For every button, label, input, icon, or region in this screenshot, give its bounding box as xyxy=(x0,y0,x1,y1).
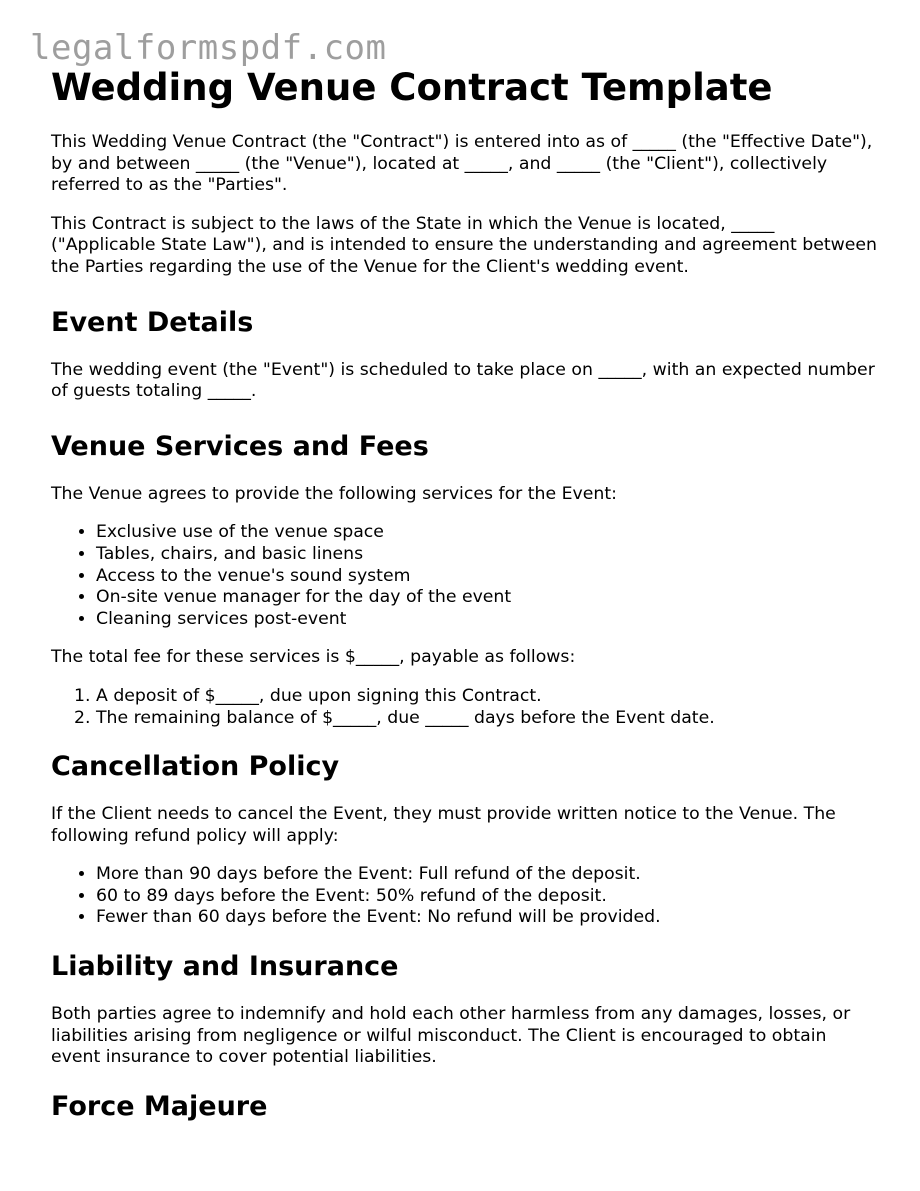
services-heading: Venue Services and Fees xyxy=(51,430,429,462)
list-item: • Fewer than 60 days before the Event: No refund will be provided. xyxy=(96,907,881,929)
list-item: • On-site venue manager for the day of the event xyxy=(96,587,881,609)
list-item: 1. A deposit of $_____, due upon signing this Contract. xyxy=(96,686,881,708)
refund-list xyxy=(51,864,881,929)
liability-heading: Liability and Insurance xyxy=(51,951,399,983)
event-details-text: The wedding event (the "Event") is scheduled to take place on _____, with an expected number of guests totaling _____. xyxy=(51,359,875,402)
list-item: • Tables, chairs, and basic linens xyxy=(96,544,881,566)
list-item: • 60 to 89 days before the Event: 50% refund of the deposit. xyxy=(96,886,881,908)
document-title: Wedding Venue Contract Template xyxy=(51,66,773,109)
force-majeure-heading: Force Majeure xyxy=(51,1090,268,1122)
cancellation-heading: Cancellation Policy xyxy=(51,751,340,783)
payment-list xyxy=(51,686,881,729)
services-list xyxy=(51,522,881,630)
list-item: 2. The remaining balance of $_____, due _____ days before the Event date. xyxy=(96,708,881,730)
intro-paragraph-1: This Wedding Venue Contract (the "Contract") is entered into as of _____ (the "Effective Date"), by and between _____ (the "Venue"), located at _____, and _____ (the "Client"), collectively referred to as the "Parties". xyxy=(51,132,873,196)
list-item: • Cleaning services post-event xyxy=(96,609,881,631)
watermark: legalformspdf.com xyxy=(30,28,387,68)
document xyxy=(51,64,881,1124)
event-details-heading: Event Details xyxy=(51,306,254,338)
list-item: • More than 90 days before the Event: Full refund of the deposit. xyxy=(96,864,881,886)
services-intro: The Venue agrees to provide the following services for the Event: xyxy=(51,483,617,504)
liability-text: Both parties agree to indemnify and hold each other harmless from any damages, losses, or liabilities arising from negligence or wilful misconduct. The Client is encouraged to obtain event insurance to cover potential liabilities. xyxy=(51,1004,851,1068)
fee-text: The total fee for these services is $_____, payable as follows: xyxy=(51,647,576,668)
list-item: • Exclusive use of the venue space xyxy=(96,522,881,544)
cancellation-text: If the Client needs to cancel the Event, they must provide written notice to the Venue. The following refund policy will apply: xyxy=(51,804,836,846)
list-item: • Access to the venue's sound system xyxy=(96,566,881,588)
intro-paragraph-2: This Contract is subject to the laws of the State in which the Venue is located, _____ ("Applicable State Law"), and is intended to ensure the understanding and agreement between the Parties regarding the use of the Venue for the Client's wedding event. xyxy=(51,213,877,277)
